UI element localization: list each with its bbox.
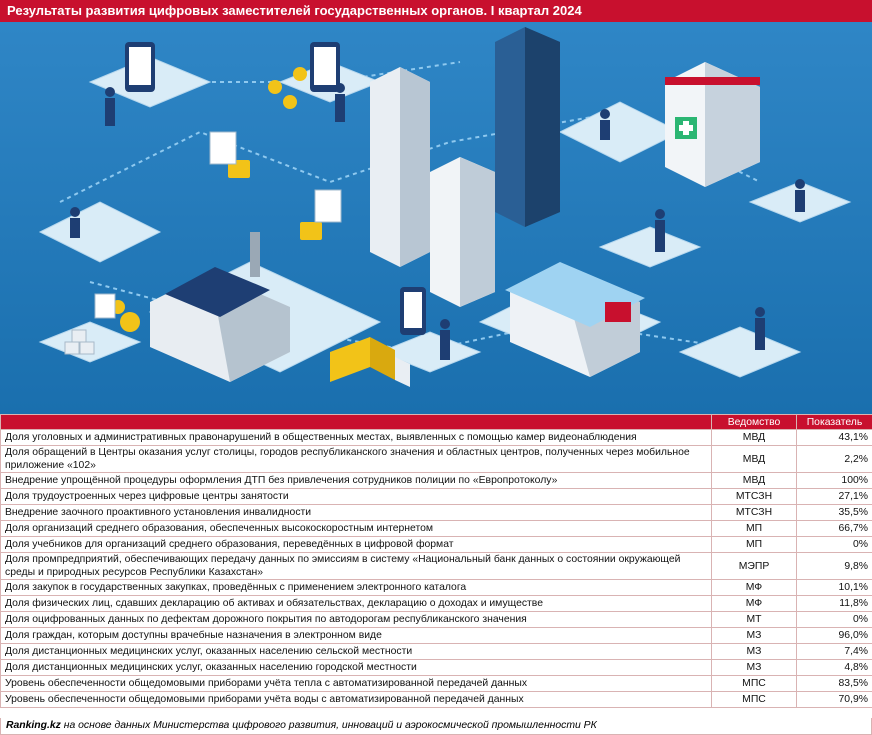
table-row [1, 580, 872, 596]
indicator-name: Доля организаций среднего образования, обеспеченных высокоскоростным интернетом [1, 521, 712, 537]
table-row [1, 446, 872, 473]
department: МП [712, 537, 797, 553]
indicator-name: Доля граждан, которым доступны врачебные назначения в электронном виде [1, 628, 712, 644]
department: МВД [712, 430, 797, 446]
department: МВД [712, 446, 797, 473]
department: МЭПР [712, 553, 797, 580]
table-row [1, 628, 872, 644]
indicators-table [0, 414, 872, 708]
indicator-value: 11,8% [797, 596, 872, 612]
indicator-name: Доля обращений в Центры оказания услуг столицы, городов республиканского значения и областных центров, полученных через мобильное приложение «102» [1, 446, 712, 473]
indicator-name: Доля трудоустроенных через цифровые центры занятости [1, 489, 712, 505]
source-note [0, 718, 872, 735]
department: МЗ [712, 644, 797, 660]
indicator-value: 83,5% [797, 676, 872, 692]
indicator-value: 0% [797, 537, 872, 553]
indicator-name: Доля промпредприятий, обеспечивающих передачу данных по эмиссиям в систему «Национальный банк данных о состоянии окружающей среды и природных ресурсов Республики Казахстан» [1, 553, 712, 580]
table-row [1, 596, 872, 612]
table-row [1, 660, 872, 676]
source-text: на основе данных Министерства цифрового развития, инноваций и аэрокосмической промышленности РК [60, 720, 597, 731]
table-row [1, 489, 872, 505]
table-row [1, 612, 872, 628]
indicator-value: 4,8% [797, 660, 872, 676]
indicator-name: Внедрение упрощённой процедуры оформления ДТП без привлечения сотрудников полиции по «Европротоколу» [1, 473, 712, 489]
department: МП [712, 521, 797, 537]
header-department: Ведомство [712, 415, 797, 430]
table-row [1, 505, 872, 521]
indicator-name: Доля закупок в государственных закупках, проведённых с применением электронного каталога [1, 580, 712, 596]
page-title: Результаты развития цифровых заместителей государственных органов. I квартал 2024 [0, 0, 872, 22]
department: МФ [712, 596, 797, 612]
indicator-name: Уровень обеспеченности общедомовыми приборами учёта тепла с автоматизированной передачей данных [1, 676, 712, 692]
table-row [1, 692, 872, 708]
header-value: Показатель [797, 415, 872, 430]
table-row [1, 521, 872, 537]
indicator-name: Доля уголовных и административных правонарушений в общественных местах, выявленных с помощью камер видеонаблюдения [1, 430, 712, 446]
table-row [1, 676, 872, 692]
indicator-name: Уровень обеспеченности общедомовыми приборами учёта воды с автоматизированной передачей данных [1, 692, 712, 708]
indicator-value: 70,9% [797, 692, 872, 708]
department: МВД [712, 473, 797, 489]
indicator-value: 96,0% [797, 628, 872, 644]
indicator-value: 27,1% [797, 489, 872, 505]
department: МТСЗН [712, 489, 797, 505]
department: МТ [712, 612, 797, 628]
indicator-value: 100% [797, 473, 872, 489]
table-header-row [1, 415, 872, 430]
indicator-name: Доля физических лиц, сдавших декларацию об активах и обязательствах, декларацию о доходах и имуществе [1, 596, 712, 612]
indicator-value: 66,7% [797, 521, 872, 537]
header-indicator [1, 415, 712, 430]
indicator-value: 2,2% [797, 446, 872, 473]
smart-city-illustration [0, 22, 872, 414]
indicator-value: 7,4% [797, 644, 872, 660]
department: МЗ [712, 628, 797, 644]
hospital-icon [665, 62, 760, 187]
department: МПС [712, 676, 797, 692]
indicator-name: Доля дистанционных медицинских услуг, оказанных населению городской местности [1, 660, 712, 676]
indicator-value: 0% [797, 612, 872, 628]
indicator-name: Доля дистанционных медицинских услуг, оказанных населению сельской местности [1, 644, 712, 660]
indicator-value: 35,5% [797, 505, 872, 521]
department: МФ [712, 580, 797, 596]
indicator-name: Доля оцифрованных данных по дефектам дорожного покрытия по автодорогам республиканского значения [1, 612, 712, 628]
table-row [1, 430, 872, 446]
table-row [1, 537, 872, 553]
department: МПС [712, 692, 797, 708]
table-row [1, 644, 872, 660]
indicator-value: 10,1% [797, 580, 872, 596]
indicator-name: Внедрение заочного проактивного установления инвалидности [1, 505, 712, 521]
indicator-name: Доля учебников для организаций среднего образования, переведённых в цифровой формат [1, 537, 712, 553]
indicator-value: 43,1% [797, 430, 872, 446]
table-row [1, 553, 872, 580]
indicator-value: 9,8% [797, 553, 872, 580]
table-row [1, 473, 872, 489]
department: МТСЗН [712, 505, 797, 521]
department: МЗ [712, 660, 797, 676]
source-brand: Ranking.kz [6, 720, 61, 731]
